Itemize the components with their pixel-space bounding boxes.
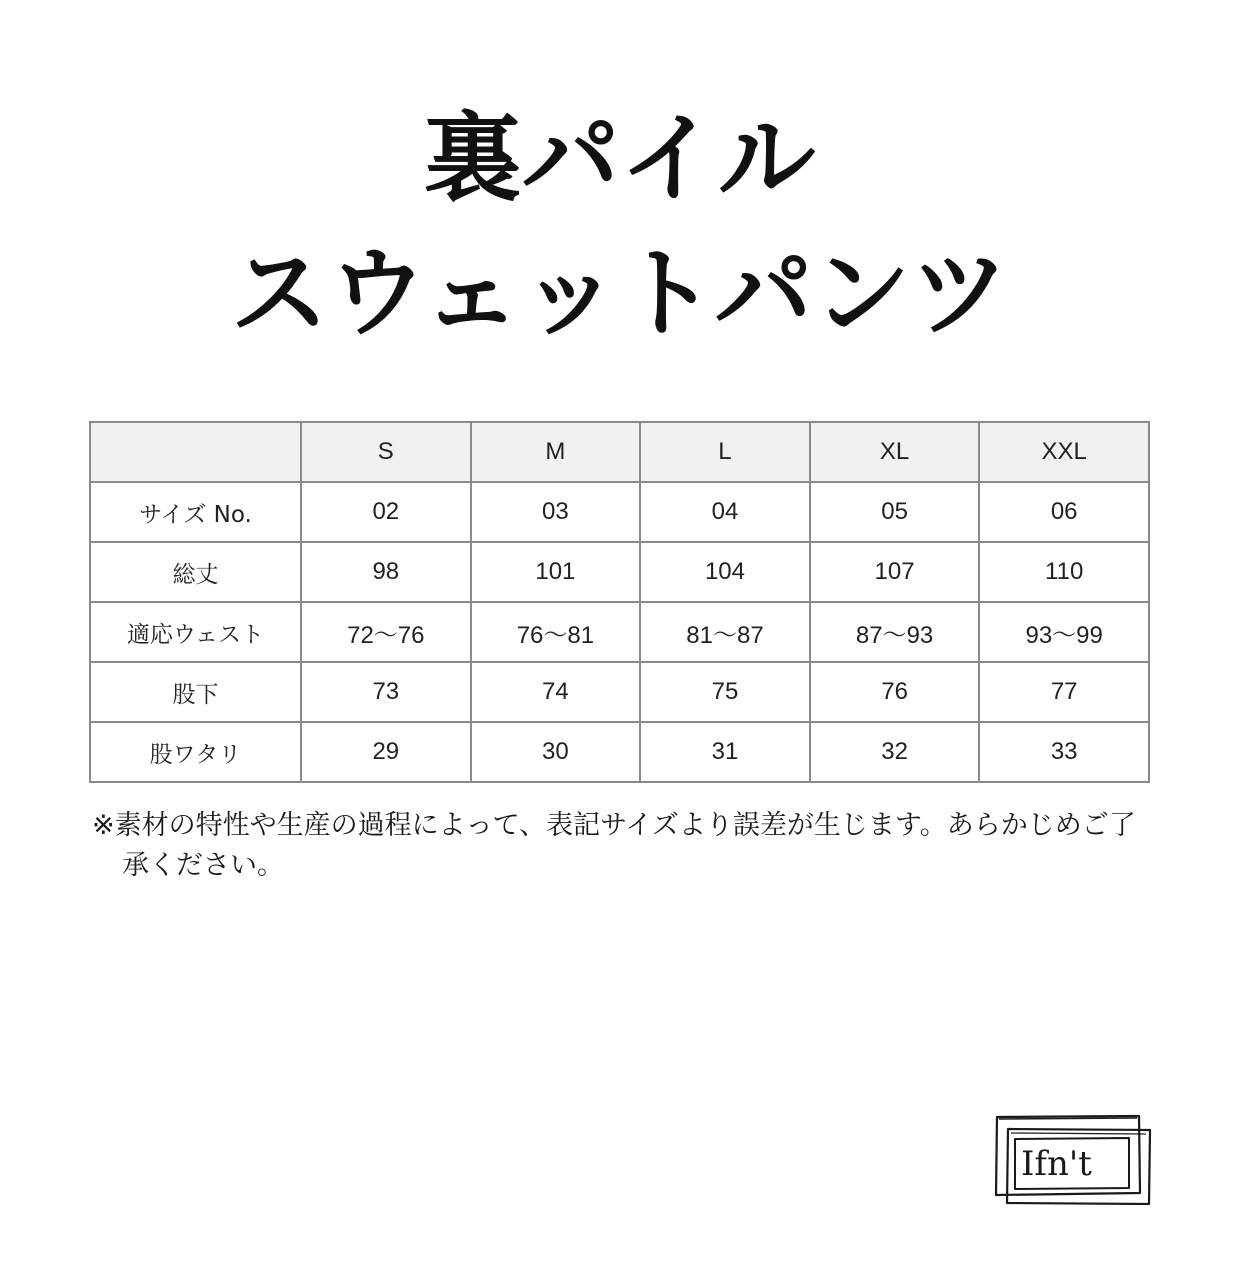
size-table xyxy=(89,421,1150,783)
header-cell-xl: XL xyxy=(810,422,980,482)
header-cell-xxl: XXL xyxy=(979,422,1149,482)
table-cell: 87〜93 xyxy=(810,602,980,662)
table-cell: 98 xyxy=(301,542,471,602)
table-cell: 05 xyxy=(810,482,980,542)
brand-logo-icon xyxy=(993,1113,1153,1205)
page-title-line-2: スウェットパンツ xyxy=(230,237,1009,351)
header-cell-m: M xyxy=(471,422,641,482)
table-cell: 32 xyxy=(810,722,980,782)
table-row xyxy=(90,482,1149,542)
table-row xyxy=(90,602,1149,662)
size-disclaimer-note: ※素材の特性や生産の過程によって、表記サイズより誤差が生じます。あらかじめご了承ください。 xyxy=(92,810,1136,881)
table-cell: 76〜81 xyxy=(471,602,641,662)
row-label-waist: 適応ウェスト xyxy=(90,602,301,662)
row-label-inseam: 股下 xyxy=(90,662,301,722)
row-label-size-no: サイズ No. xyxy=(90,482,301,542)
header-cell-s: S xyxy=(301,422,471,482)
table-cell: 77 xyxy=(979,662,1149,722)
table-cell: 33 xyxy=(979,722,1149,782)
table-cell: 101 xyxy=(471,542,641,602)
table-row xyxy=(90,662,1149,722)
table-cell: 03 xyxy=(471,482,641,542)
table-cell: 29 xyxy=(301,722,471,782)
table-cell: 104 xyxy=(640,542,810,602)
table-cell: 81〜87 xyxy=(640,602,810,662)
table-row xyxy=(90,542,1149,602)
brand-logo xyxy=(993,1113,1153,1205)
table-cell: 72〜76 xyxy=(301,602,471,662)
table-cell: 30 xyxy=(471,722,641,782)
table-cell: 04 xyxy=(640,482,810,542)
header-cell-l: L xyxy=(640,422,810,482)
table-cell: 110 xyxy=(979,542,1149,602)
table-cell: 75 xyxy=(640,662,810,722)
table-cell: 31 xyxy=(640,722,810,782)
page-title-line-1: 裏パイル xyxy=(423,102,816,216)
table-cell: 06 xyxy=(979,482,1149,542)
brand-logo-text: Ifn't xyxy=(1021,1144,1092,1184)
table-cell: 74 xyxy=(471,662,641,722)
row-label-total-length: 総丈 xyxy=(90,542,301,602)
table-header-row xyxy=(90,422,1149,482)
table-cell: 76 xyxy=(810,662,980,722)
row-label-thigh-width: 股ワタリ xyxy=(90,722,301,782)
table-cell: 02 xyxy=(301,482,471,542)
table-cell: 107 xyxy=(810,542,980,602)
table-cell: 73 xyxy=(301,662,471,722)
table-cell: 93〜99 xyxy=(979,602,1149,662)
header-cell-empty xyxy=(90,422,301,482)
table-row xyxy=(90,722,1149,782)
